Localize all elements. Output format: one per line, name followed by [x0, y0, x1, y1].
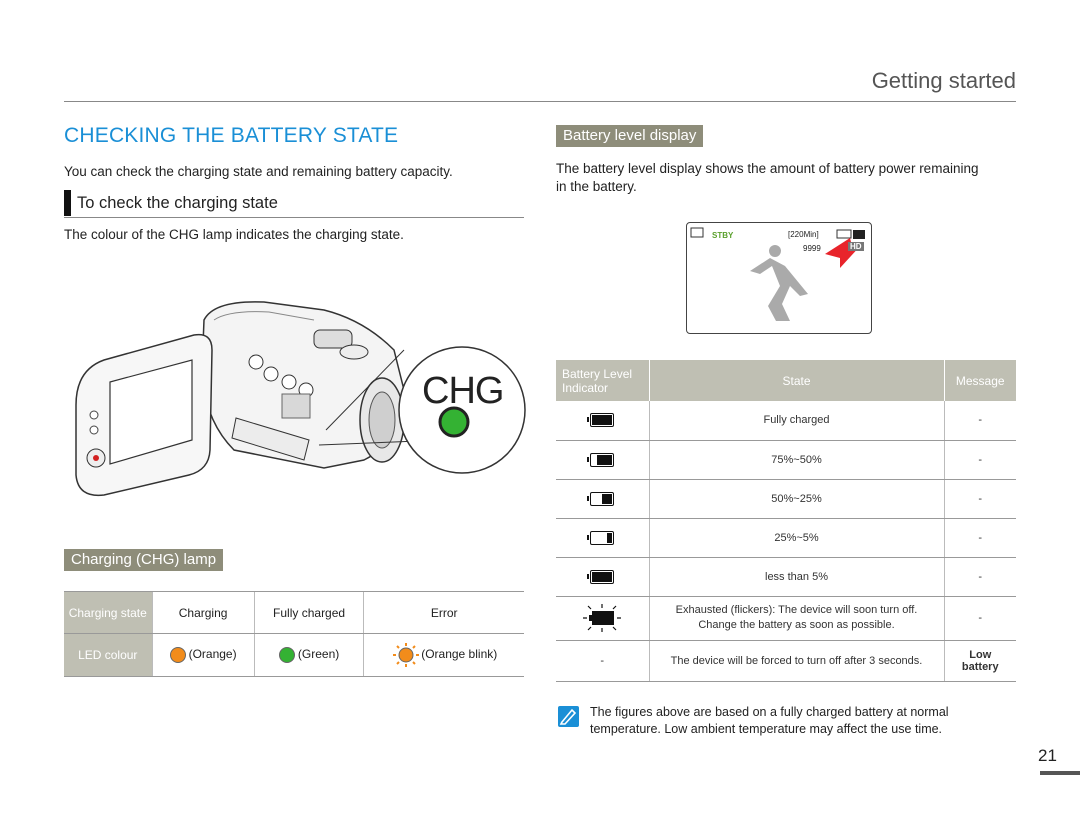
orange-lamp-icon [170, 647, 186, 663]
col-header-message: Message [944, 360, 1016, 401]
section-title: Getting started [871, 68, 1016, 93]
table-row [556, 401, 1016, 440]
state-cell: 25%~5% [649, 518, 944, 557]
camcorder-illustration [64, 290, 534, 540]
orange-blink-icon [391, 642, 421, 668]
row-header-led-colour: LED colour [64, 634, 152, 677]
cell-charging: Charging [152, 592, 254, 634]
battery-25-icon [590, 531, 614, 545]
lcd-hd-badge: HD [850, 242, 862, 251]
green-lamp-icon [279, 647, 295, 663]
battery-75-icon [590, 453, 614, 467]
table-row [64, 592, 524, 634]
subheading-divider [64, 217, 524, 218]
message-cell: - [944, 479, 1016, 518]
lcd-stby-text: STBY [712, 231, 734, 240]
col-header-state: State [649, 360, 944, 401]
table-row [556, 440, 1016, 479]
battery-description: The battery level display shows the amount of battery power remaining in the battery. [556, 161, 979, 194]
battery-full-icon [590, 413, 614, 427]
table-row [556, 518, 1016, 557]
state-cell: 50%~25% [649, 479, 944, 518]
cell-error: Error [364, 592, 524, 634]
subheading-text: The colour of the CHG lamp indicates the charging state. [64, 227, 404, 242]
green-label: (Green) [297, 647, 340, 662]
message-cell: - [944, 596, 1016, 640]
message-line2: battery [961, 660, 999, 673]
state-cell: The device will be forced to turn off after 3 seconds. [649, 640, 944, 681]
chg-lamp-heading: Charging (CHG) lamp [64, 549, 223, 571]
lcd-count-text: 9999 [803, 244, 821, 253]
table-row [556, 596, 1016, 640]
indicator-cell: - [556, 640, 649, 681]
table-row [556, 640, 1016, 681]
page-number-bar [1040, 771, 1080, 775]
lcd-illustration [690, 226, 870, 330]
battery-exhausted-icon [582, 603, 622, 633]
battery-low-icon [590, 570, 614, 584]
page-title: CHECKING THE BATTERY STATE [64, 124, 399, 147]
note-text: The figures above are based on a fully charged battery at normal temperature. Low ambient temperature may affect the use time. [590, 705, 949, 736]
cell-fully-charged: Fully charged [254, 592, 364, 634]
state-cell-line2: Change the battery as soon as possible. [698, 619, 895, 631]
subheading-marker [64, 190, 71, 216]
table-row [64, 634, 524, 677]
battery-level-heading: Battery level display [556, 125, 703, 147]
charging-state-table [64, 591, 524, 677]
message-cell: - [944, 401, 1016, 440]
message-cell: - [944, 440, 1016, 479]
row-header-charging-state: Charging state [64, 592, 152, 634]
orange-blink-label: (Orange blink) [421, 647, 498, 662]
table-row [556, 557, 1016, 596]
battery-50-icon [590, 492, 614, 506]
table-row [556, 479, 1016, 518]
battery-level-table [556, 360, 1016, 682]
chg-label: CHG [422, 370, 504, 412]
intro-text: You can check the charging state and remaining battery capacity. [64, 164, 453, 179]
col-header-indicator: Battery Level Indicator [556, 360, 649, 401]
page-number: 21 [1038, 746, 1057, 765]
message-line1: Low [969, 648, 992, 661]
subheading: To check the charging state [77, 194, 278, 212]
state-cell: 75%~50% [649, 440, 944, 479]
lcd-minutes-text: [220Min] [788, 230, 819, 239]
message-cell: - [944, 518, 1016, 557]
state-cell: less than 5% [649, 557, 944, 596]
state-cell-line1: Exhausted (flickers): The device will soon turn off. [675, 604, 918, 616]
state-cell: Fully charged [649, 401, 944, 440]
message-cell: - [944, 557, 1016, 596]
header-divider [64, 101, 1016, 102]
table-header-row [556, 360, 1016, 401]
note-icon [558, 706, 579, 727]
orange-label: (Orange) [188, 647, 237, 662]
